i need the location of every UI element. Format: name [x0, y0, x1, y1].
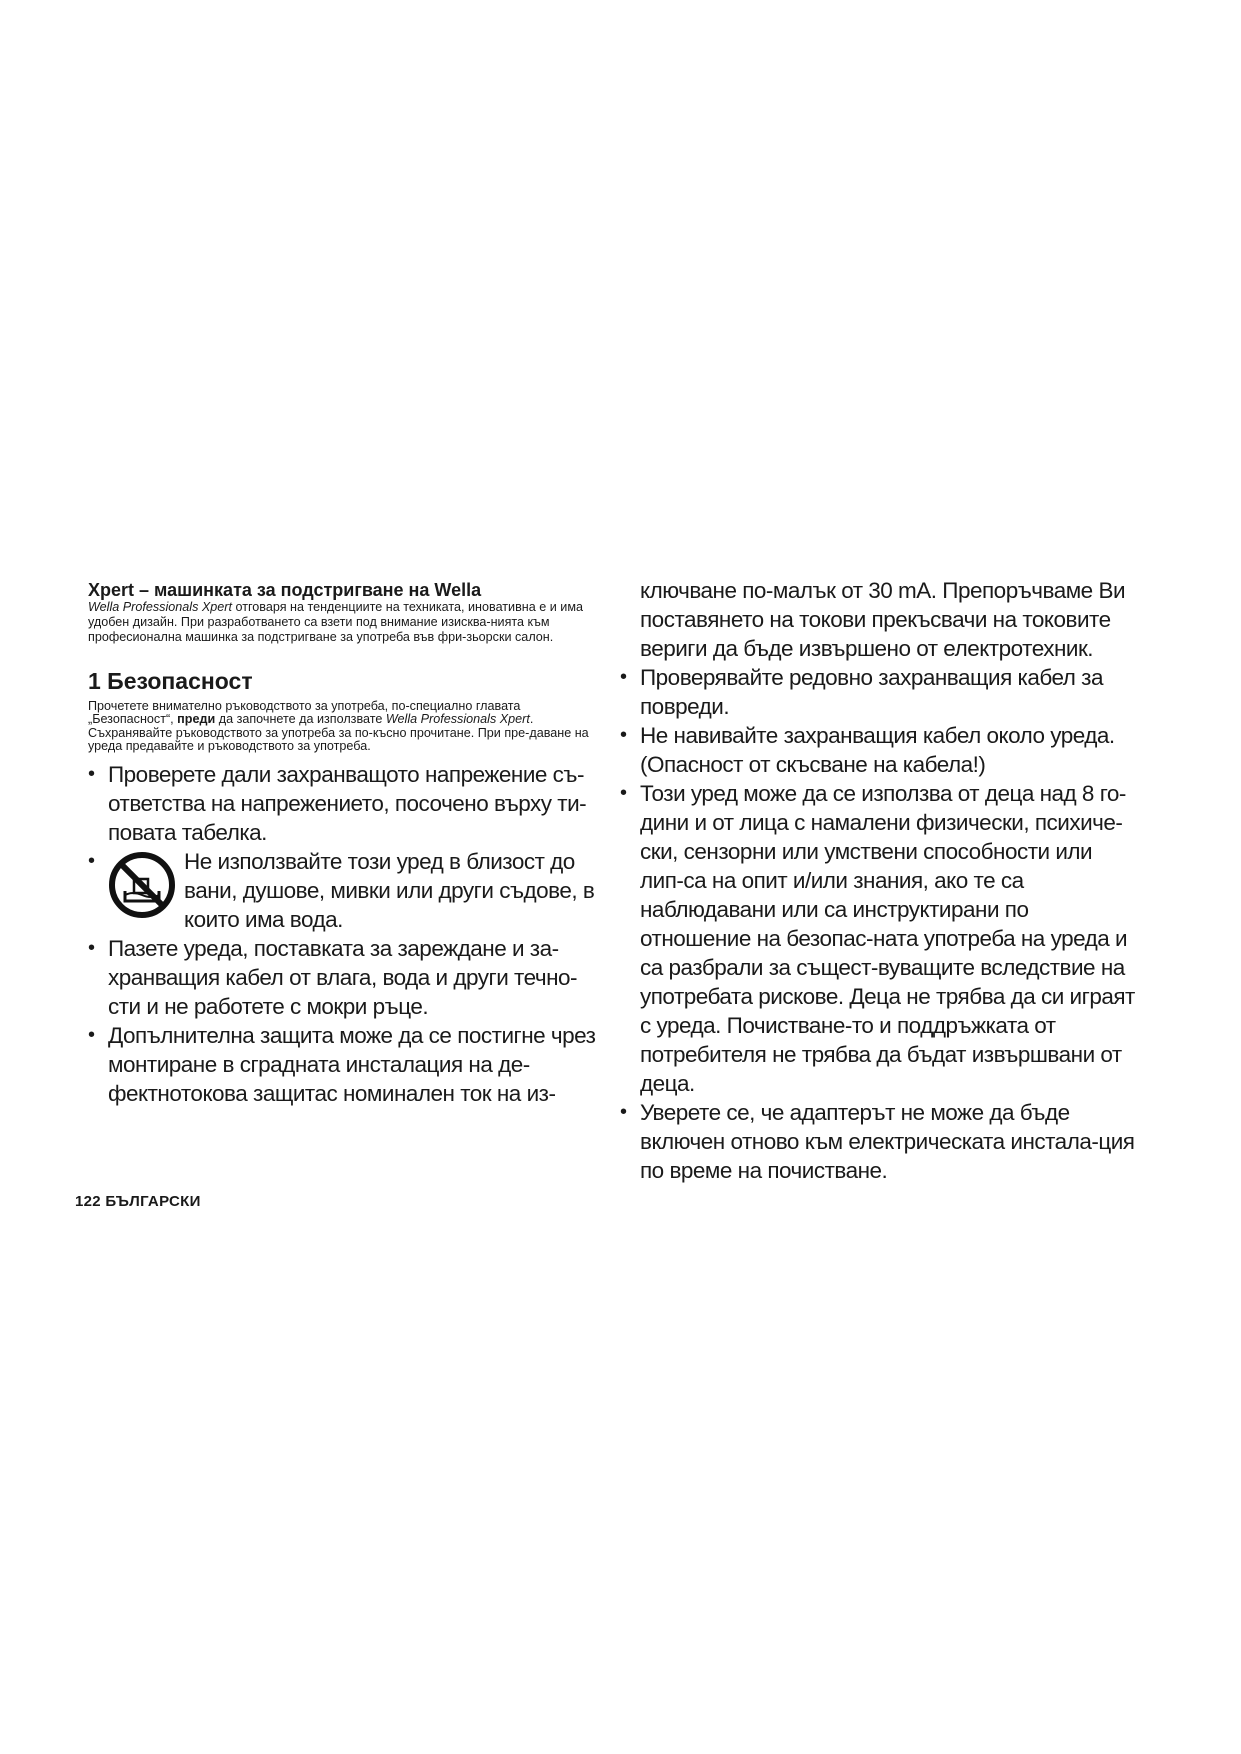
no-water-icon	[108, 851, 176, 919]
section-title: 1 Безопасност	[88, 667, 253, 694]
intro-text	[88, 600, 598, 646]
safety-intro-part1: Прочетете внимателно ръководството за употреба, по-специално главата „Безопасност“,	[88, 698, 521, 727]
continued-text: ключване по-малък от 30 mA. Препоръчваме Ви поставянето на токови прекъсвачи на токовите вериги да бъде извършено от електротехник.	[640, 578, 1126, 661]
list-item-with-icon	[88, 847, 598, 934]
intro-body: отговаря на тенденциите на техниката, иновативна е и има удобен дизайн. При разработването са взети под внимание изисква-нията към професионална машинка за подстригване за употреба във фри-зьорски салон.	[88, 600, 583, 645]
list-item: • Допълнителна защита може да се постигне чрез монтиране в сградната инсталация на де-фектнотокова защитаc номинален ток на из-	[88, 1021, 598, 1108]
list-item: • Не навивайте захранващия кабел около уреда. (Опасност от скъсване на кабела!)	[620, 721, 1140, 779]
list-item: • Пазете уреда, поставката за зареждане и за-хранващия кабел от влага, вода и други течно-сти и не работете с мокри ръце.	[88, 934, 598, 1021]
bullet-list-right	[620, 663, 1140, 1185]
list-item: • Проверете дали захранващото напрежение съ-ответства на напрежението, посочено върху ти-повата табелка.	[88, 760, 598, 847]
intro-brand: Wella Professionals Xpert	[88, 600, 232, 614]
intro-title: Xpert – машинката за подстригване на Wella	[88, 580, 482, 600]
safety-intro-brand: Wella Professionals Xpert	[385, 712, 530, 727]
list-item: • Уверете се, че адаптерът не може да бъде включен отново към електрическата инстала-ция по време на почистване.	[620, 1098, 1140, 1185]
safety-intro-bold: преди	[177, 712, 216, 727]
safety-intro	[88, 700, 598, 754]
icon-item-text: • Не използвайте този уред в близост до вани, душове, мивки или други съдове, в които има вода.	[184, 848, 595, 932]
safety-intro-part3: . Съхранявайте ръководството за употреба за по-късно прочитане. При пре-даване на уреда предавайте и ръководството за употреба.	[88, 712, 589, 754]
list-item: • Този уред може да се използва от деца над 8 го-дини и от лица с намалени физически, психиче-ски, сензорни или умствени способности или лип-са на опит и/или знания, ако те са наблюдавани или са инструктирани по отношение на безопас-ната употреба на уреда и са разбрали за същест-вуващите вследствие на употребата рискове. Деца не трябва да си играят с уреда. Почистване-то и поддръжката от потребителя не трябва да бъдат извършвани от деца.	[620, 779, 1140, 1098]
bullet-list-left	[88, 760, 598, 1108]
right-column	[620, 576, 1140, 1185]
left-column	[88, 580, 598, 1108]
safety-intro-part2: да започнете да използвате	[215, 712, 386, 727]
list-item: • Проверявайте редовно захранващия кабел за повреди.	[620, 663, 1140, 721]
page-footer: 122 БЪЛГАРСКИ	[75, 1193, 201, 1210]
